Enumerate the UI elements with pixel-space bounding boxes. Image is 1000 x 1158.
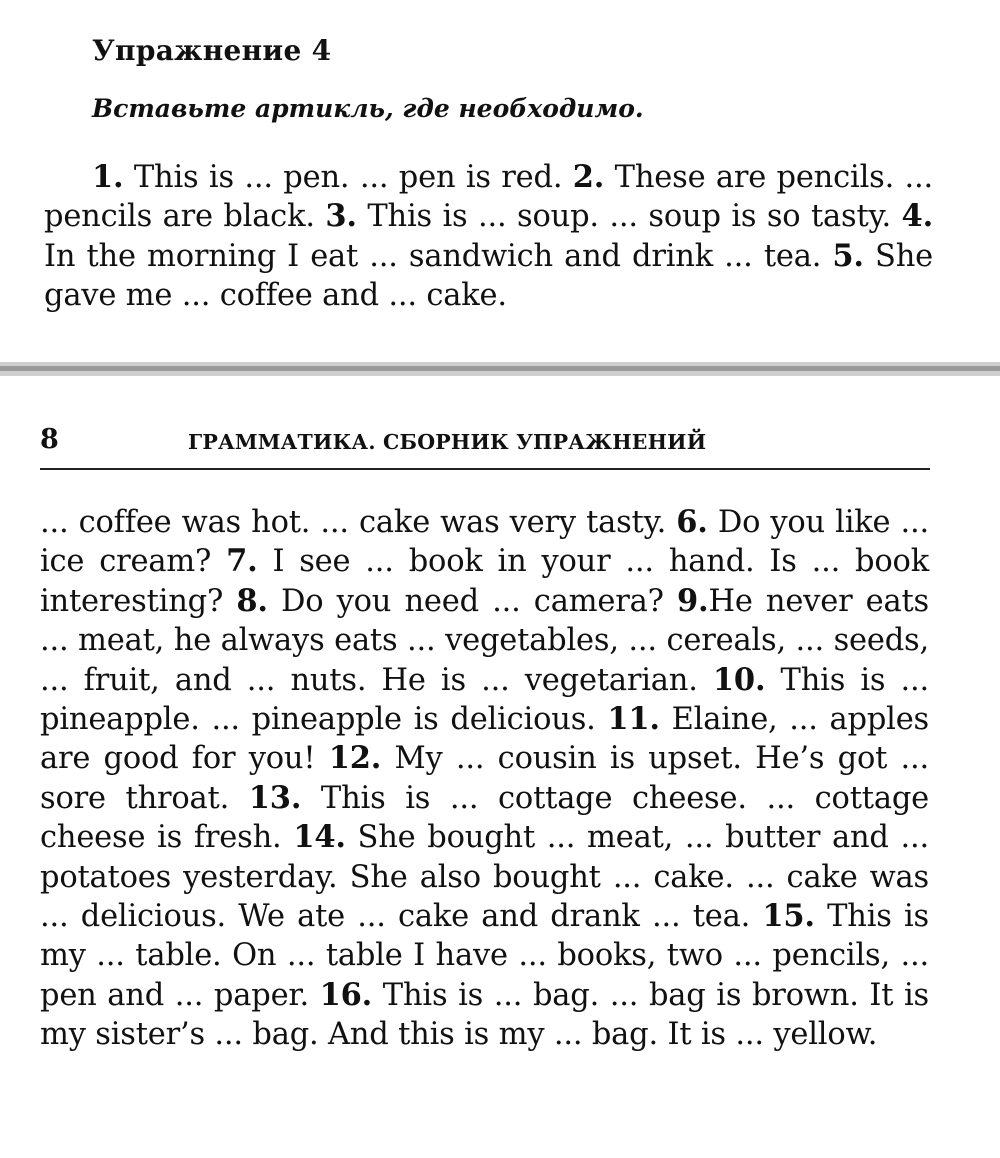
item-text: Do you need ... camera? bbox=[267, 583, 677, 619]
item-text: This is ... cottage cheese. ... cottage cheese is fresh. bbox=[40, 780, 929, 856]
item-text: In the morning I eat ... sandwich and drink ... tea. bbox=[44, 238, 833, 274]
exercise-title: Упражнение 4 bbox=[92, 34, 332, 67]
item-number: 9. bbox=[676, 582, 709, 619]
item-number: 12. bbox=[328, 740, 382, 777]
item-text: This is ... pineapple. ... pineapple is delicious. bbox=[40, 662, 929, 738]
exercise-section-top bbox=[0, 0, 1000, 362]
item-number: 8. bbox=[236, 582, 268, 619]
item-number: 6. bbox=[676, 504, 708, 540]
item-number: 1. bbox=[92, 159, 124, 195]
item-text: This is ... bag. ... bag is brown. It is my sister’s ... bag. And this is my ... bag. It is ... yellow. bbox=[40, 977, 929, 1053]
item-number: 14. bbox=[293, 819, 346, 856]
item-number: 2. bbox=[572, 159, 605, 195]
item-text: My ... cousin is upset. He’s got ... sore throat. bbox=[40, 741, 930, 816]
exercise-text-top bbox=[44, 158, 933, 316]
item-text: I see ... book in your ... hand. Is ... book interesting? bbox=[40, 544, 929, 619]
item-number: 13. bbox=[248, 779, 302, 816]
item-text: This is ... soup. ... soup is so tasty. bbox=[356, 199, 902, 235]
item-number: 11. bbox=[607, 701, 660, 738]
item-number: 7. bbox=[226, 543, 258, 580]
item-number: 4. bbox=[901, 198, 933, 235]
item-text: She bought ... meat, ... butter and ... potatoes yesterday. She also bought ... cake. ... cake was ... delicious. We ate ... cake and drank ... tea. bbox=[40, 820, 929, 935]
item-text: This is ... pen. ... pen is red. bbox=[123, 160, 573, 195]
page-number: 8 bbox=[40, 424, 59, 455]
exercise-instruction: Вставьте артикль, где необходимо. bbox=[92, 94, 644, 123]
item-text: He never eats ... meat, he always eats ... vegetables, ... cereals, ... seeds, ... fruit, and ... nuts. He is ... vegetarian. bbox=[40, 583, 929, 698]
page-header bbox=[40, 424, 930, 470]
item-text: Elaine, ... apples are good for you! bbox=[40, 702, 930, 777]
item-text: ... coffee was hot. ... cake was very tasty. bbox=[40, 505, 677, 540]
exercise-text-continued bbox=[40, 503, 929, 1055]
item-number: 10. bbox=[712, 661, 766, 698]
item-text: She gave me ... coffee and ... cake. bbox=[44, 238, 934, 314]
item-number: 5. bbox=[832, 237, 864, 274]
running-head: ГРАММАТИКА. СБОРНИК УПРАЖНЕНИЙ bbox=[188, 430, 707, 454]
item-number: 15. bbox=[762, 898, 815, 935]
item-number: 16. bbox=[319, 976, 373, 1013]
item-text: Do you like ... ice cream? bbox=[40, 505, 929, 580]
item-number: 3. bbox=[325, 198, 357, 235]
item-text: This is my ... table. On ... table I have ... books, two ... pencils, ... pen and ... paper. bbox=[40, 899, 929, 1013]
item-text: These are pencils. ... pencils are black. bbox=[44, 160, 933, 235]
page-divider bbox=[0, 362, 1000, 376]
